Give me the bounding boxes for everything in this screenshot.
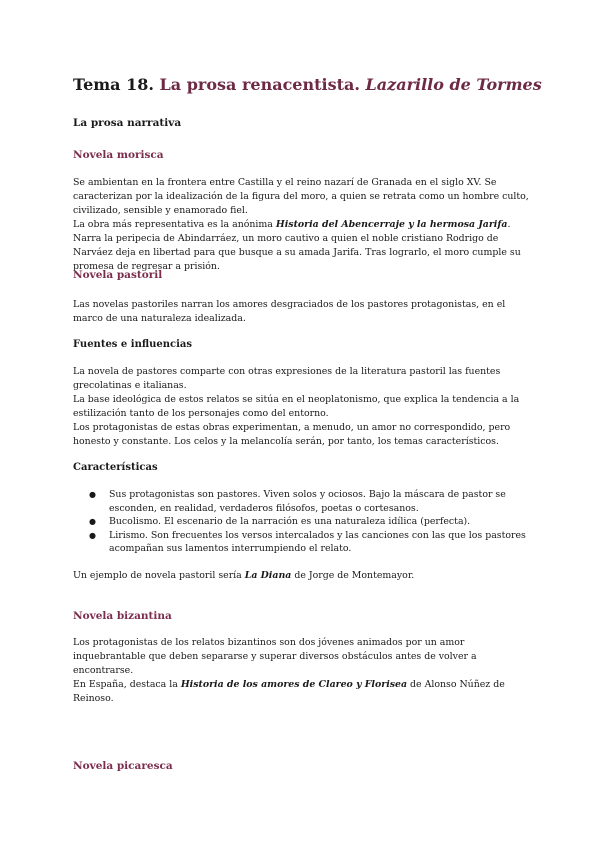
pastoril-example: [73, 569, 533, 583]
morisca-body: [73, 176, 533, 274]
fuentes-paragraph-1: La novela de pastores comparte con otras expresiones de la literatura pastoril las fuentes grecolatinas e italianas.: [73, 366, 501, 391]
fuentes-paragraph-2: La base ideológica de estos relatos se sitúa en el neoplatonismo, que explica la tendencia a la estilización tanto de los personajes como del entorno.: [73, 394, 520, 419]
fuentes-paragraph-3: Los protagonistas de estas obras experimentan, a menudo, un amor no correspondido, pero honesto y constante. Los celos y la melancolía serán, por tanto, los temas característicos.: [73, 422, 511, 447]
title-subtitle: La prosa renacentista.: [159, 75, 360, 94]
heading-novela-pastoril: Novela pastoril: [73, 269, 163, 281]
work-title-la-diana: La Diana: [244, 570, 292, 581]
bizantina-body: [73, 636, 533, 706]
section-heading-prosa-narrativa: La prosa narrativa: [73, 117, 182, 129]
work-title-clareo-florisea: Historia de los amores de Clareo y Florisea: [180, 679, 408, 690]
caracteristicas-list: [73, 488, 533, 556]
list-item: ● Sus protagonistas son pastores. Viven solos y ociosos. Bajo la máscara de pastor se esconden, en realidad, verdaderos filósofos, poetas o cortesanos.: [73, 488, 533, 515]
heading-novela-morisca: Novela morisca: [73, 149, 164, 161]
morisca-paragraph-1: Se ambientan en la frontera entre Castilla y el reino nazarí de Granada en el siglo XV. Se caracterizan por la idealización de la figura del moro, a quien se retrata como un hombre culto, civilizado, sensible y enamorado fiel.: [73, 177, 529, 216]
pastoril-paragraph-1: Las novelas pastoriles narran los amores desgraciados de los pastores protagonistas, en el marco de una naturaleza idealizada.: [73, 299, 506, 324]
heading-novela-bizantina: Novela bizantina: [73, 610, 172, 622]
title-work: Lazarillo de Tormes: [365, 75, 542, 94]
work-title-abencerraje: Historia del Abencerraje y la hermosa Jarifa: [275, 219, 508, 230]
morisca-paragraph-2: La obra más representativa es la anónima Historia del Abencerraje y la hermosa Jarifa. Narra la peripecia de Abindarráez, un moro cautivo a quien el noble cristiano Rodrigo de Narváez deja en libertad para que busque a su amada Jarifa. Tras lograrlo, el moro cumple su promesa de regresar a prisión.: [73, 219, 521, 272]
pastoril-intro: [73, 298, 533, 326]
heading-novela-picaresca: Novela picaresca: [73, 760, 173, 772]
list-item: ● Lirismo. Son frecuentes los versos intercalados y las canciones con las que los pastores acompañan sus lamentos interrumpiendo el relato.: [73, 529, 533, 556]
ejemplo-paragraph: Un ejemplo de novela pastoril sería La Diana de Jorge de Montemayor.: [73, 570, 415, 581]
title-number: Tema 18.: [73, 75, 154, 94]
bizantina-paragraph-2: En España, destaca la Historia de los amores de Clareo y Florisea de Alonso Núñez de Reinoso.: [73, 679, 505, 704]
heading-caracteristicas: Características: [73, 462, 158, 473]
bizantina-paragraph-1: Los protagonistas de los relatos bizantinos son dos jóvenes animados por un amor inquebrantable que deben separarse y superar diversos obstáculos antes de volver a encontrarse.: [73, 637, 477, 676]
heading-fuentes-influencias: Fuentes e influencias: [73, 339, 193, 350]
page-title: [73, 74, 542, 96]
fuentes-body: [73, 365, 533, 449]
list-item: ● Bucolismo. El escenario de la narración es una naturaleza idílica (perfecta).: [73, 515, 533, 529]
